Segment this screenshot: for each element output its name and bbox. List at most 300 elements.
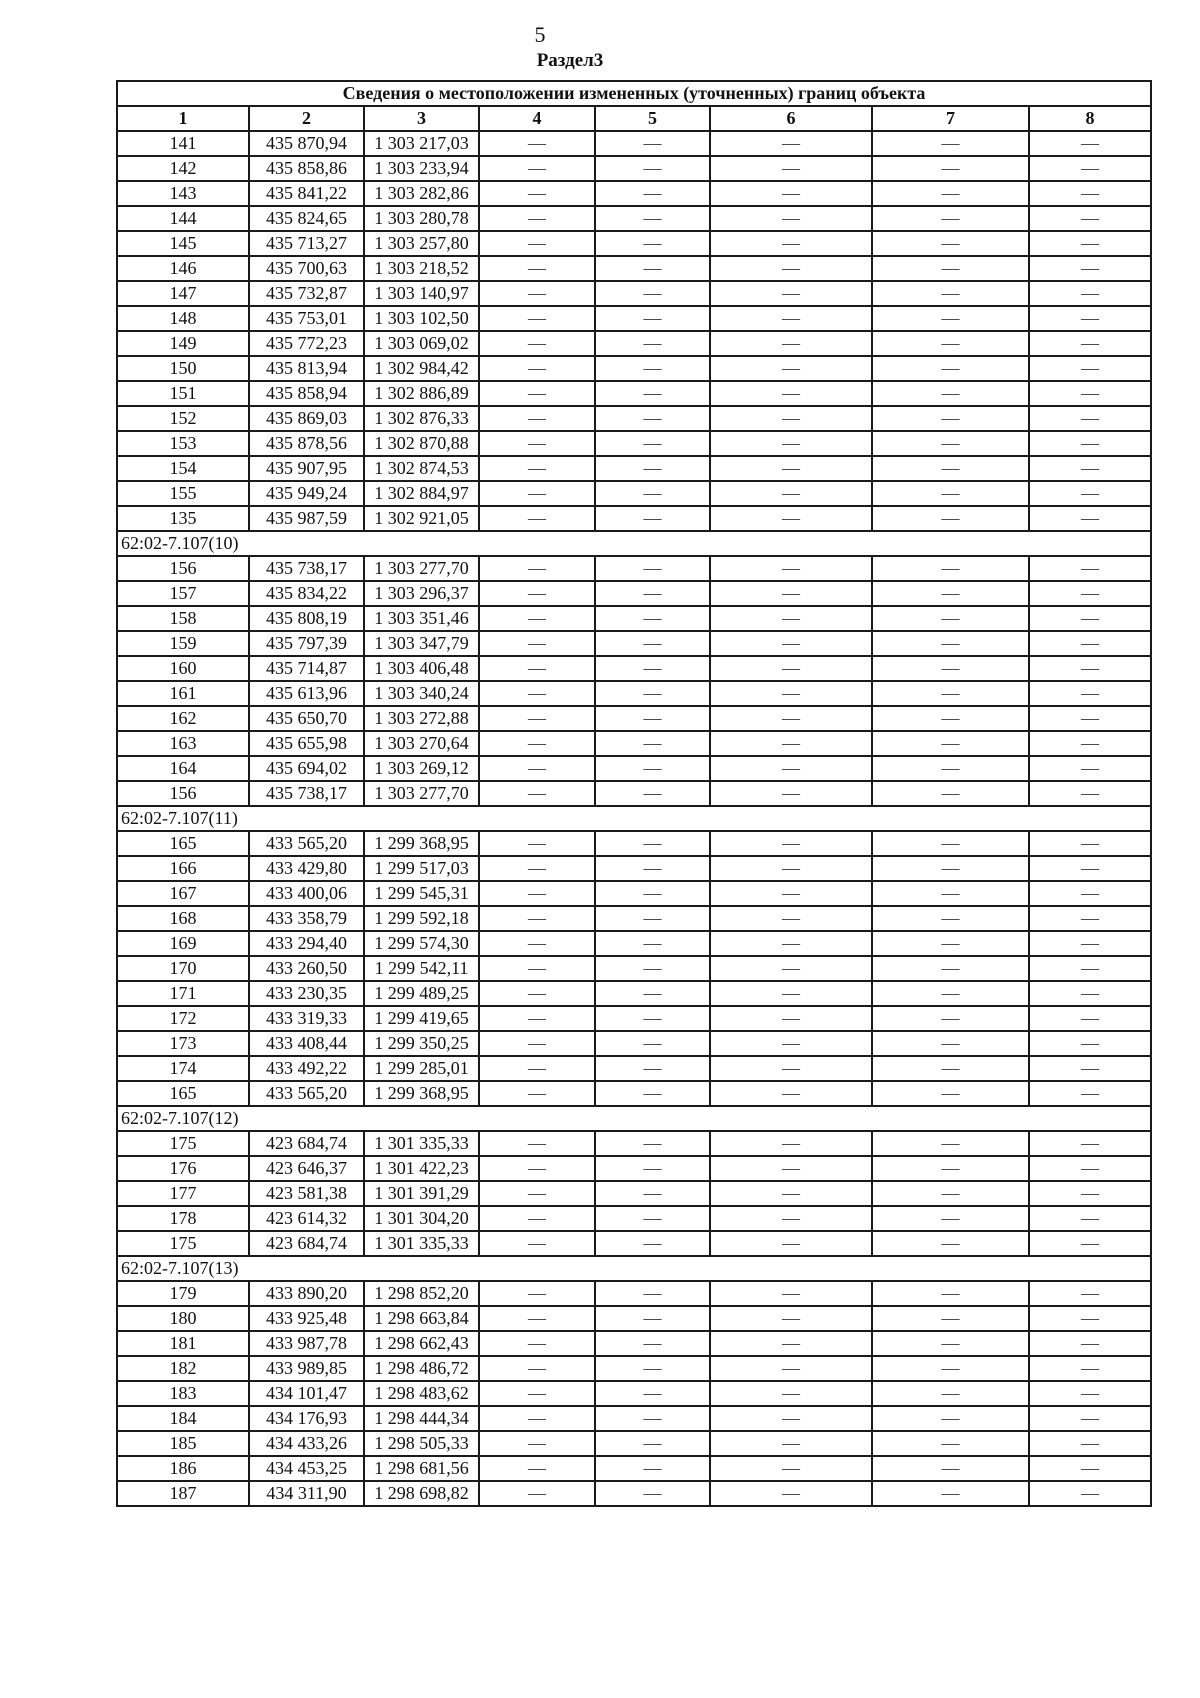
empty-value-cell: —: [872, 356, 1029, 381]
empty-value-cell: —: [1029, 956, 1151, 981]
x-coordinate-cell: 433 408,44: [249, 1031, 364, 1056]
empty-value-cell: —: [710, 856, 872, 881]
point-number-cell: 178: [117, 1206, 249, 1231]
empty-value-cell: —: [595, 656, 710, 681]
empty-value-cell: —: [872, 556, 1029, 581]
empty-value-cell: —: [710, 831, 872, 856]
table-row: [117, 956, 1151, 981]
y-coordinate-cell: 1 299 517,03: [364, 856, 479, 881]
empty-value-cell: —: [710, 181, 872, 206]
empty-value-cell: —: [872, 706, 1029, 731]
x-coordinate-cell: 433 565,20: [249, 1081, 364, 1106]
empty-value-cell: —: [710, 481, 872, 506]
empty-value-cell: —: [479, 456, 595, 481]
y-coordinate-cell: 1 302 874,53: [364, 456, 479, 481]
empty-value-cell: —: [1029, 781, 1151, 806]
table-row: [117, 281, 1151, 306]
empty-value-cell: —: [595, 756, 710, 781]
empty-value-cell: —: [479, 1481, 595, 1506]
empty-value-cell: —: [479, 481, 595, 506]
point-number-cell: 141: [117, 131, 249, 156]
point-number-cell: 173: [117, 1031, 249, 1056]
table-row: [117, 1406, 1151, 1431]
point-number-cell: 148: [117, 306, 249, 331]
empty-value-cell: —: [872, 1081, 1029, 1106]
empty-value-cell: —: [710, 781, 872, 806]
x-coordinate-cell: 433 358,79: [249, 906, 364, 931]
table-row: [117, 131, 1151, 156]
empty-value-cell: —: [710, 1306, 872, 1331]
empty-value-cell: —: [710, 631, 872, 656]
x-coordinate-cell: 434 311,90: [249, 1481, 364, 1506]
table-row: [117, 1431, 1151, 1456]
y-coordinate-cell: 1 303 218,52: [364, 256, 479, 281]
x-coordinate-cell: 423 684,74: [249, 1131, 364, 1156]
empty-value-cell: —: [595, 1081, 710, 1106]
empty-value-cell: —: [872, 1056, 1029, 1081]
empty-value-cell: —: [479, 181, 595, 206]
point-number-cell: 165: [117, 831, 249, 856]
empty-value-cell: —: [1029, 931, 1151, 956]
table-row: [117, 731, 1151, 756]
empty-value-cell: —: [872, 881, 1029, 906]
empty-value-cell: —: [710, 1081, 872, 1106]
empty-value-cell: —: [710, 1456, 872, 1481]
table-row: [117, 631, 1151, 656]
point-number-cell: 175: [117, 1231, 249, 1256]
point-number-cell: 156: [117, 556, 249, 581]
group-label: 62:02-7.107(13): [117, 1256, 1151, 1281]
empty-value-cell: —: [1029, 631, 1151, 656]
point-number-cell: 142: [117, 156, 249, 181]
y-coordinate-cell: 1 303 269,12: [364, 756, 479, 781]
table-row: [117, 706, 1151, 731]
table-row: [117, 781, 1151, 806]
point-number-cell: 167: [117, 881, 249, 906]
table-row: [117, 606, 1151, 631]
empty-value-cell: —: [595, 856, 710, 881]
x-coordinate-cell: 435 613,96: [249, 681, 364, 706]
empty-value-cell: —: [1029, 1306, 1151, 1331]
table-row: [117, 1056, 1151, 1081]
table-row: [117, 1356, 1151, 1381]
table-row: [117, 431, 1151, 456]
y-coordinate-cell: 1 302 886,89: [364, 381, 479, 406]
empty-value-cell: —: [710, 581, 872, 606]
y-coordinate-cell: 1 303 069,02: [364, 331, 479, 356]
point-number-cell: 170: [117, 956, 249, 981]
empty-value-cell: —: [1029, 481, 1151, 506]
x-coordinate-cell: 423 581,38: [249, 1181, 364, 1206]
y-coordinate-cell: 1 298 681,56: [364, 1456, 479, 1481]
empty-value-cell: —: [872, 1281, 1029, 1306]
empty-value-cell: —: [710, 1006, 872, 1031]
empty-value-cell: —: [710, 1031, 872, 1056]
empty-value-cell: —: [479, 1081, 595, 1106]
point-number-cell: 168: [117, 906, 249, 931]
y-coordinate-cell: 1 302 884,97: [364, 481, 479, 506]
column-header: 1: [117, 106, 249, 131]
x-coordinate-cell: 435 738,17: [249, 781, 364, 806]
empty-value-cell: —: [595, 131, 710, 156]
empty-value-cell: —: [1029, 1356, 1151, 1381]
x-coordinate-cell: 435 813,94: [249, 356, 364, 381]
table-row: [117, 1181, 1151, 1206]
y-coordinate-cell: 1 299 542,11: [364, 956, 479, 981]
empty-value-cell: —: [1029, 1231, 1151, 1256]
empty-value-cell: —: [1029, 306, 1151, 331]
x-coordinate-cell: 435 772,23: [249, 331, 364, 356]
empty-value-cell: —: [710, 556, 872, 581]
empty-value-cell: —: [595, 1181, 710, 1206]
point-number-cell: 169: [117, 931, 249, 956]
y-coordinate-cell: 1 303 257,80: [364, 231, 479, 256]
empty-value-cell: —: [595, 231, 710, 256]
empty-value-cell: —: [1029, 756, 1151, 781]
point-number-cell: 144: [117, 206, 249, 231]
empty-value-cell: —: [479, 1306, 595, 1331]
empty-value-cell: —: [595, 1456, 710, 1481]
y-coordinate-cell: 1 303 140,97: [364, 281, 479, 306]
table-row: [117, 831, 1151, 856]
empty-value-cell: —: [595, 581, 710, 606]
x-coordinate-cell: 435 753,01: [249, 306, 364, 331]
empty-value-cell: —: [872, 731, 1029, 756]
y-coordinate-cell: 1 299 285,01: [364, 1056, 479, 1081]
empty-value-cell: —: [710, 756, 872, 781]
x-coordinate-cell: 435 858,86: [249, 156, 364, 181]
empty-value-cell: —: [872, 381, 1029, 406]
point-number-cell: 147: [117, 281, 249, 306]
empty-value-cell: —: [595, 1381, 710, 1406]
y-coordinate-cell: 1 298 852,20: [364, 1281, 479, 1306]
x-coordinate-cell: 435 987,59: [249, 506, 364, 531]
table-row: [117, 1281, 1151, 1306]
table-row: [117, 406, 1151, 431]
empty-value-cell: —: [872, 1131, 1029, 1156]
empty-value-cell: —: [872, 581, 1029, 606]
empty-value-cell: —: [479, 381, 595, 406]
empty-value-cell: —: [595, 1006, 710, 1031]
y-coordinate-cell: 1 298 662,43: [364, 1331, 479, 1356]
x-coordinate-cell: 434 101,47: [249, 1381, 364, 1406]
x-coordinate-cell: 435 655,98: [249, 731, 364, 756]
x-coordinate-cell: 434 453,25: [249, 1456, 364, 1481]
empty-value-cell: —: [479, 156, 595, 181]
point-number-cell: 152: [117, 406, 249, 431]
y-coordinate-cell: 1 303 406,48: [364, 656, 479, 681]
point-number-cell: 157: [117, 581, 249, 606]
empty-value-cell: —: [1029, 1331, 1151, 1356]
point-number-cell: 159: [117, 631, 249, 656]
y-coordinate-cell: 1 301 422,23: [364, 1156, 479, 1181]
y-coordinate-cell: 1 298 698,82: [364, 1481, 479, 1506]
empty-value-cell: —: [479, 1156, 595, 1181]
empty-value-cell: —: [595, 506, 710, 531]
empty-value-cell: —: [1029, 1206, 1151, 1231]
empty-value-cell: —: [479, 981, 595, 1006]
empty-value-cell: —: [479, 506, 595, 531]
point-number-cell: 166: [117, 856, 249, 881]
empty-value-cell: —: [1029, 1406, 1151, 1431]
empty-value-cell: —: [1029, 831, 1151, 856]
empty-value-cell: —: [710, 1131, 872, 1156]
table-row: [117, 756, 1151, 781]
point-number-cell: 182: [117, 1356, 249, 1381]
empty-value-cell: —: [479, 581, 595, 606]
y-coordinate-cell: 1 302 876,33: [364, 406, 479, 431]
empty-value-cell: —: [710, 356, 872, 381]
x-coordinate-cell: 435 808,19: [249, 606, 364, 631]
x-coordinate-cell: 435 700,63: [249, 256, 364, 281]
empty-value-cell: —: [1029, 1056, 1151, 1081]
empty-value-cell: —: [872, 1406, 1029, 1431]
empty-value-cell: —: [872, 606, 1029, 631]
empty-value-cell: —: [872, 231, 1029, 256]
empty-value-cell: —: [479, 306, 595, 331]
point-number-cell: 185: [117, 1431, 249, 1456]
x-coordinate-cell: 435 949,24: [249, 481, 364, 506]
empty-value-cell: —: [479, 1431, 595, 1456]
empty-value-cell: —: [479, 756, 595, 781]
empty-value-cell: —: [595, 1356, 710, 1381]
empty-value-cell: —: [479, 1006, 595, 1031]
empty-value-cell: —: [710, 1381, 872, 1406]
empty-value-cell: —: [872, 456, 1029, 481]
empty-value-cell: —: [872, 1356, 1029, 1381]
empty-value-cell: —: [595, 1131, 710, 1156]
empty-value-cell: —: [595, 1306, 710, 1331]
point-number-cell: 179: [117, 1281, 249, 1306]
x-coordinate-cell: 433 260,50: [249, 956, 364, 981]
column-header: 5: [595, 106, 710, 131]
group-label: 62:02-7.107(10): [117, 531, 1151, 556]
table-row: [117, 656, 1151, 681]
empty-value-cell: —: [479, 1331, 595, 1356]
table-row: [117, 931, 1151, 956]
empty-value-cell: —: [1029, 731, 1151, 756]
empty-value-cell: —: [710, 1181, 872, 1206]
empty-value-cell: —: [595, 181, 710, 206]
y-coordinate-cell: 1 303 270,64: [364, 731, 479, 756]
empty-value-cell: —: [479, 1356, 595, 1381]
empty-value-cell: —: [710, 731, 872, 756]
empty-value-cell: —: [595, 1481, 710, 1506]
x-coordinate-cell: 435 824,65: [249, 206, 364, 231]
empty-value-cell: —: [595, 606, 710, 631]
table-row: [117, 1456, 1151, 1481]
x-coordinate-cell: 435 878,56: [249, 431, 364, 456]
empty-value-cell: —: [872, 1306, 1029, 1331]
table-row: [117, 1156, 1151, 1181]
empty-value-cell: —: [710, 306, 872, 331]
empty-value-cell: —: [595, 781, 710, 806]
point-number-cell: 150: [117, 356, 249, 381]
table-row: [117, 1481, 1151, 1506]
point-number-cell: 183: [117, 1381, 249, 1406]
empty-value-cell: —: [479, 206, 595, 231]
table-row: [117, 506, 1151, 531]
y-coordinate-cell: 1 303 217,03: [364, 131, 479, 156]
empty-value-cell: —: [595, 956, 710, 981]
y-coordinate-cell: 1 298 444,34: [364, 1406, 479, 1431]
y-coordinate-cell: 1 303 102,50: [364, 306, 479, 331]
point-number-cell: 175: [117, 1131, 249, 1156]
empty-value-cell: —: [872, 1181, 1029, 1206]
empty-value-cell: —: [710, 256, 872, 281]
empty-value-cell: —: [595, 481, 710, 506]
y-coordinate-cell: 1 303 280,78: [364, 206, 479, 231]
y-coordinate-cell: 1 299 350,25: [364, 1031, 479, 1056]
empty-value-cell: —: [1029, 506, 1151, 531]
empty-value-cell: —: [479, 606, 595, 631]
empty-value-cell: —: [595, 881, 710, 906]
point-number-cell: 160: [117, 656, 249, 681]
empty-value-cell: —: [872, 981, 1029, 1006]
point-number-cell: 177: [117, 1181, 249, 1206]
empty-value-cell: —: [872, 781, 1029, 806]
empty-value-cell: —: [1029, 256, 1151, 281]
empty-value-cell: —: [710, 1431, 872, 1456]
empty-value-cell: —: [479, 356, 595, 381]
empty-value-cell: —: [1029, 1181, 1151, 1206]
empty-value-cell: —: [1029, 706, 1151, 731]
table-row: [117, 981, 1151, 1006]
point-number-cell: 145: [117, 231, 249, 256]
empty-value-cell: —: [479, 281, 595, 306]
empty-value-cell: —: [479, 131, 595, 156]
empty-value-cell: —: [479, 556, 595, 581]
empty-value-cell: —: [1029, 681, 1151, 706]
empty-value-cell: —: [872, 856, 1029, 881]
y-coordinate-cell: 1 299 592,18: [364, 906, 479, 931]
empty-value-cell: —: [479, 1281, 595, 1306]
empty-value-cell: —: [479, 1131, 595, 1156]
y-coordinate-cell: 1 299 489,25: [364, 981, 479, 1006]
column-header: 6: [710, 106, 872, 131]
column-header: 4: [479, 106, 595, 131]
empty-value-cell: —: [710, 281, 872, 306]
x-coordinate-cell: 433 429,80: [249, 856, 364, 881]
empty-value-cell: —: [1029, 581, 1151, 606]
empty-value-cell: —: [1029, 331, 1151, 356]
empty-value-cell: —: [710, 931, 872, 956]
table-row: [117, 331, 1151, 356]
empty-value-cell: —: [1029, 281, 1151, 306]
y-coordinate-cell: 1 303 277,70: [364, 781, 479, 806]
empty-value-cell: —: [710, 881, 872, 906]
table-row: [117, 256, 1151, 281]
table-row: [117, 156, 1151, 181]
empty-value-cell: —: [1029, 406, 1151, 431]
empty-value-cell: —: [595, 831, 710, 856]
table-row: [117, 1081, 1151, 1106]
empty-value-cell: —: [1029, 881, 1151, 906]
empty-value-cell: —: [479, 1231, 595, 1256]
empty-value-cell: —: [872, 331, 1029, 356]
y-coordinate-cell: 1 303 296,37: [364, 581, 479, 606]
empty-value-cell: —: [1029, 981, 1151, 1006]
empty-value-cell: —: [595, 1331, 710, 1356]
table-row: [117, 1231, 1151, 1256]
y-coordinate-cell: 1 303 282,86: [364, 181, 479, 206]
x-coordinate-cell: 423 614,32: [249, 1206, 364, 1231]
point-number-cell: 154: [117, 456, 249, 481]
table-row: [117, 481, 1151, 506]
empty-value-cell: —: [479, 931, 595, 956]
empty-value-cell: —: [1029, 156, 1151, 181]
point-number-cell: 155: [117, 481, 249, 506]
group-label-row: [117, 1256, 1151, 1281]
point-number-cell: 158: [117, 606, 249, 631]
empty-value-cell: —: [1029, 1081, 1151, 1106]
point-number-cell: 153: [117, 431, 249, 456]
point-number-cell: 180: [117, 1306, 249, 1331]
empty-value-cell: —: [595, 381, 710, 406]
empty-value-cell: —: [710, 1056, 872, 1081]
y-coordinate-cell: 1 303 347,79: [364, 631, 479, 656]
empty-value-cell: —: [710, 156, 872, 181]
empty-value-cell: —: [872, 1481, 1029, 1506]
table-row: [117, 556, 1151, 581]
empty-value-cell: —: [710, 706, 872, 731]
x-coordinate-cell: 423 646,37: [249, 1156, 364, 1181]
empty-value-cell: —: [479, 906, 595, 931]
x-coordinate-cell: 435 869,03: [249, 406, 364, 431]
x-coordinate-cell: 434 433,26: [249, 1431, 364, 1456]
y-coordinate-cell: 1 298 483,62: [364, 1381, 479, 1406]
empty-value-cell: —: [479, 681, 595, 706]
x-coordinate-cell: 433 987,78: [249, 1331, 364, 1356]
empty-value-cell: —: [710, 431, 872, 456]
empty-value-cell: —: [872, 406, 1029, 431]
point-number-cell: 135: [117, 506, 249, 531]
empty-value-cell: —: [595, 931, 710, 956]
empty-value-cell: —: [479, 231, 595, 256]
point-number-cell: 149: [117, 331, 249, 356]
y-coordinate-cell: 1 299 574,30: [364, 931, 479, 956]
empty-value-cell: —: [872, 1331, 1029, 1356]
table-row: [117, 906, 1151, 931]
point-number-cell: 162: [117, 706, 249, 731]
empty-value-cell: —: [710, 1481, 872, 1506]
group-label-row: [117, 531, 1151, 556]
x-coordinate-cell: 435 650,70: [249, 706, 364, 731]
y-coordinate-cell: 1 299 419,65: [364, 1006, 479, 1031]
empty-value-cell: —: [595, 1031, 710, 1056]
empty-value-cell: —: [710, 206, 872, 231]
empty-value-cell: —: [479, 781, 595, 806]
page-number: 5: [534, 22, 546, 47]
table-row: [117, 456, 1151, 481]
table-row: [117, 1006, 1151, 1031]
point-number-cell: 184: [117, 1406, 249, 1431]
x-coordinate-cell: 433 492,22: [249, 1056, 364, 1081]
empty-value-cell: —: [1029, 1431, 1151, 1456]
point-number-cell: 187: [117, 1481, 249, 1506]
point-number-cell: 181: [117, 1331, 249, 1356]
empty-value-cell: —: [479, 1456, 595, 1481]
empty-value-cell: —: [710, 1331, 872, 1356]
table-row: [117, 356, 1151, 381]
table-row: [117, 1306, 1151, 1331]
x-coordinate-cell: 433 294,40: [249, 931, 364, 956]
empty-value-cell: —: [872, 506, 1029, 531]
x-coordinate-cell: 435 797,39: [249, 631, 364, 656]
empty-value-cell: —: [595, 1281, 710, 1306]
empty-value-cell: —: [872, 631, 1029, 656]
empty-value-cell: —: [479, 1056, 595, 1081]
